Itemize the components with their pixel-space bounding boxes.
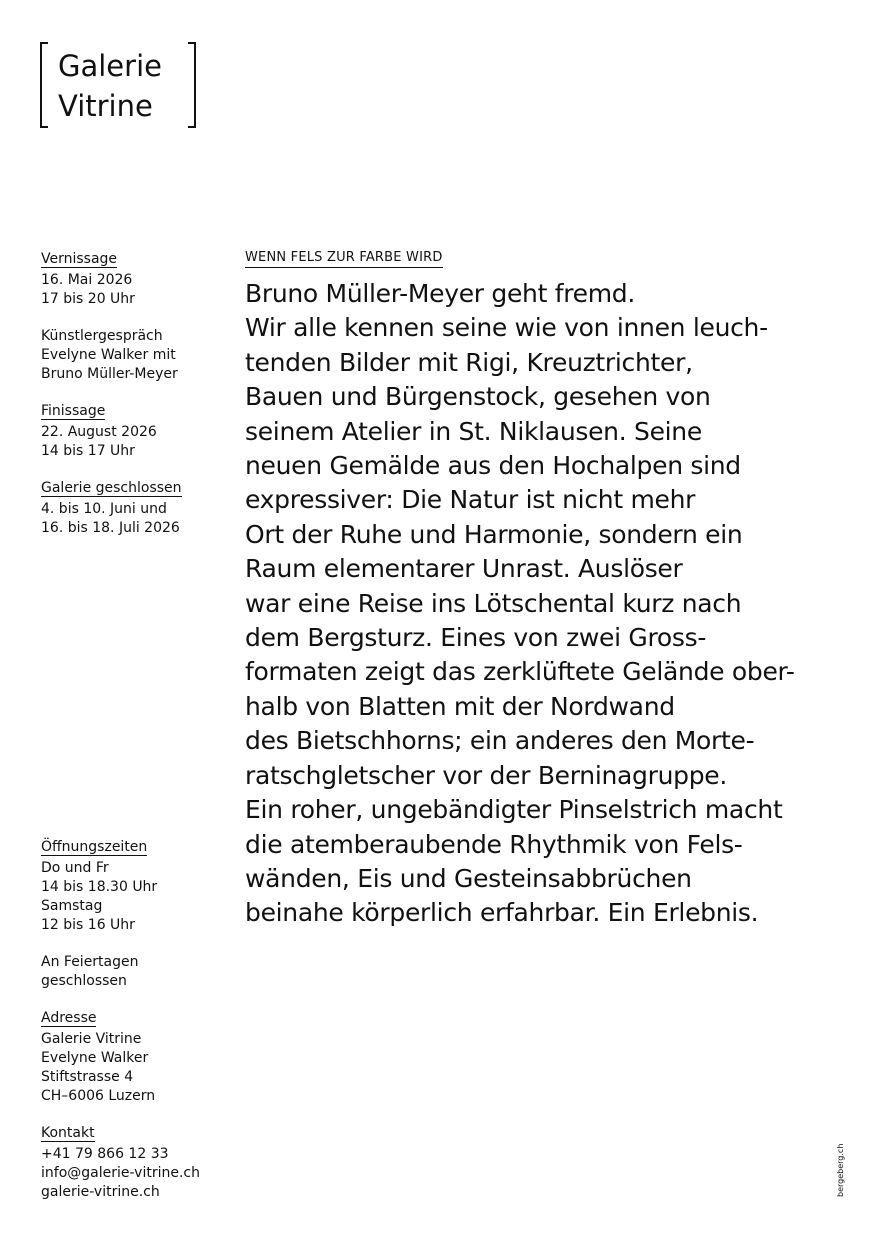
finissage-label: Finissage xyxy=(41,403,106,419)
article-body xyxy=(245,277,845,931)
article-line: neuen Gemälde aus den Hochalpen sind xyxy=(245,451,741,481)
article-line: beinahe körperlich erfahrbar. Ein Erlebnis. xyxy=(245,898,759,928)
address-line: Galerie Vitrine xyxy=(41,1031,142,1047)
vernissage-date: 16. Mai 2026 xyxy=(41,272,133,288)
closed-line: 4. bis 10. Juni und xyxy=(41,501,167,517)
contact-phone: +41 79 866 12 33 xyxy=(41,1146,169,1162)
vernissage-time: 17 bis 20 Uhr xyxy=(41,291,135,307)
designer-credit: bergeberg.ch xyxy=(836,1143,845,1197)
article-line: formaten zeigt das zerklüftete Gelände ober- xyxy=(245,657,795,687)
article-line: seinem Atelier in St. Niklausen. Seine xyxy=(245,416,702,446)
opening-hours-line: Do und Fr xyxy=(41,860,109,876)
closed-block xyxy=(41,479,221,538)
article-kicker: WENN FELS ZUR FARBE WIRD xyxy=(245,250,443,268)
opening-hours-line: 12 bis 16 Uhr xyxy=(41,917,135,933)
opening-hours-line: 14 bis 18.30 Uhr xyxy=(41,879,158,895)
contact-email: info@galerie-vitrine.ch xyxy=(41,1165,200,1181)
gespraech-line: Evelyne Walker mit xyxy=(41,347,176,363)
logo-text xyxy=(58,46,162,126)
vernissage-block xyxy=(41,250,221,309)
holidays-block xyxy=(41,953,221,991)
contact-block xyxy=(41,1124,221,1202)
article-line: tenden Bilder mit Rigi, Kreuztrichter, xyxy=(245,347,693,377)
sidebar-info xyxy=(41,838,221,1220)
finissage-time: 14 bis 17 Uhr xyxy=(41,443,135,459)
logo-line-2: Vitrine xyxy=(58,89,153,123)
vernissage-label: Vernissage xyxy=(41,251,118,267)
opening-hours-line: Samstag xyxy=(41,898,103,914)
address-line: Stiftstrasse 4 xyxy=(41,1069,134,1085)
article-line: wänden, Eis und Gesteinsabbrüchen xyxy=(245,863,692,893)
logo-bracket-right xyxy=(188,42,196,128)
article-line: Raum elementarer Unrast. Auslöser xyxy=(245,554,683,584)
article-line: Ein roher, ungebändigter Pinselstrich macht xyxy=(245,795,783,825)
article-line: war eine Reise ins Lötschental kurz nach xyxy=(245,588,742,618)
gallery-logo xyxy=(40,42,196,126)
holidays-line: An Feiertagen xyxy=(41,954,139,970)
article-line: ratschgletscher vor der Berninagruppe. xyxy=(245,760,728,790)
address-block xyxy=(41,1009,221,1106)
article-line: Bauen und Bürgenstock, gesehen von xyxy=(245,382,711,412)
article-line: dem Bergsturz. Eines von zwei Gross- xyxy=(245,623,707,653)
address-line: CH–6006 Luzern xyxy=(41,1088,156,1104)
opening-hours-block xyxy=(41,838,221,935)
article-line: Wir alle kennen seine wie von innen leuch- xyxy=(245,313,768,343)
closed-label: Galerie geschlossen xyxy=(41,480,182,496)
article-line: die atemberaubende Rhythmik von Fels- xyxy=(245,829,743,859)
gespraech-line: Bruno Müller-Meyer xyxy=(41,366,178,382)
address-label: Adresse xyxy=(41,1010,97,1026)
article-line: des Bietschhorns; ein anderes den Morte- xyxy=(245,726,755,756)
address-line: Evelyne Walker xyxy=(41,1050,149,1066)
holidays-line: geschlossen xyxy=(41,973,127,989)
closed-line: 16. bis 18. Juli 2026 xyxy=(41,520,180,536)
article-line: halb von Blatten mit der Nordwand xyxy=(245,691,675,721)
logo-line-1: Galerie xyxy=(58,49,162,83)
contact-label: Kontakt xyxy=(41,1125,95,1141)
finissage-block xyxy=(41,402,221,461)
contact-website: galerie-vitrine.ch xyxy=(41,1184,160,1200)
article-line: Ort der Ruhe und Harmonie, sondern ein xyxy=(245,519,743,549)
article-line: expressiver: Die Natur ist nicht mehr xyxy=(245,485,696,515)
gespraech-block xyxy=(41,327,221,384)
finissage-date: 22. August 2026 xyxy=(41,424,157,440)
logo-bracket-left xyxy=(40,42,48,128)
gespraech-line: Künstlergespräch xyxy=(41,328,163,344)
sidebar-events xyxy=(41,250,221,556)
article-line: Bruno Müller-Meyer geht fremd. xyxy=(245,279,636,308)
opening-hours-label: Öffnungszeiten xyxy=(41,839,148,855)
